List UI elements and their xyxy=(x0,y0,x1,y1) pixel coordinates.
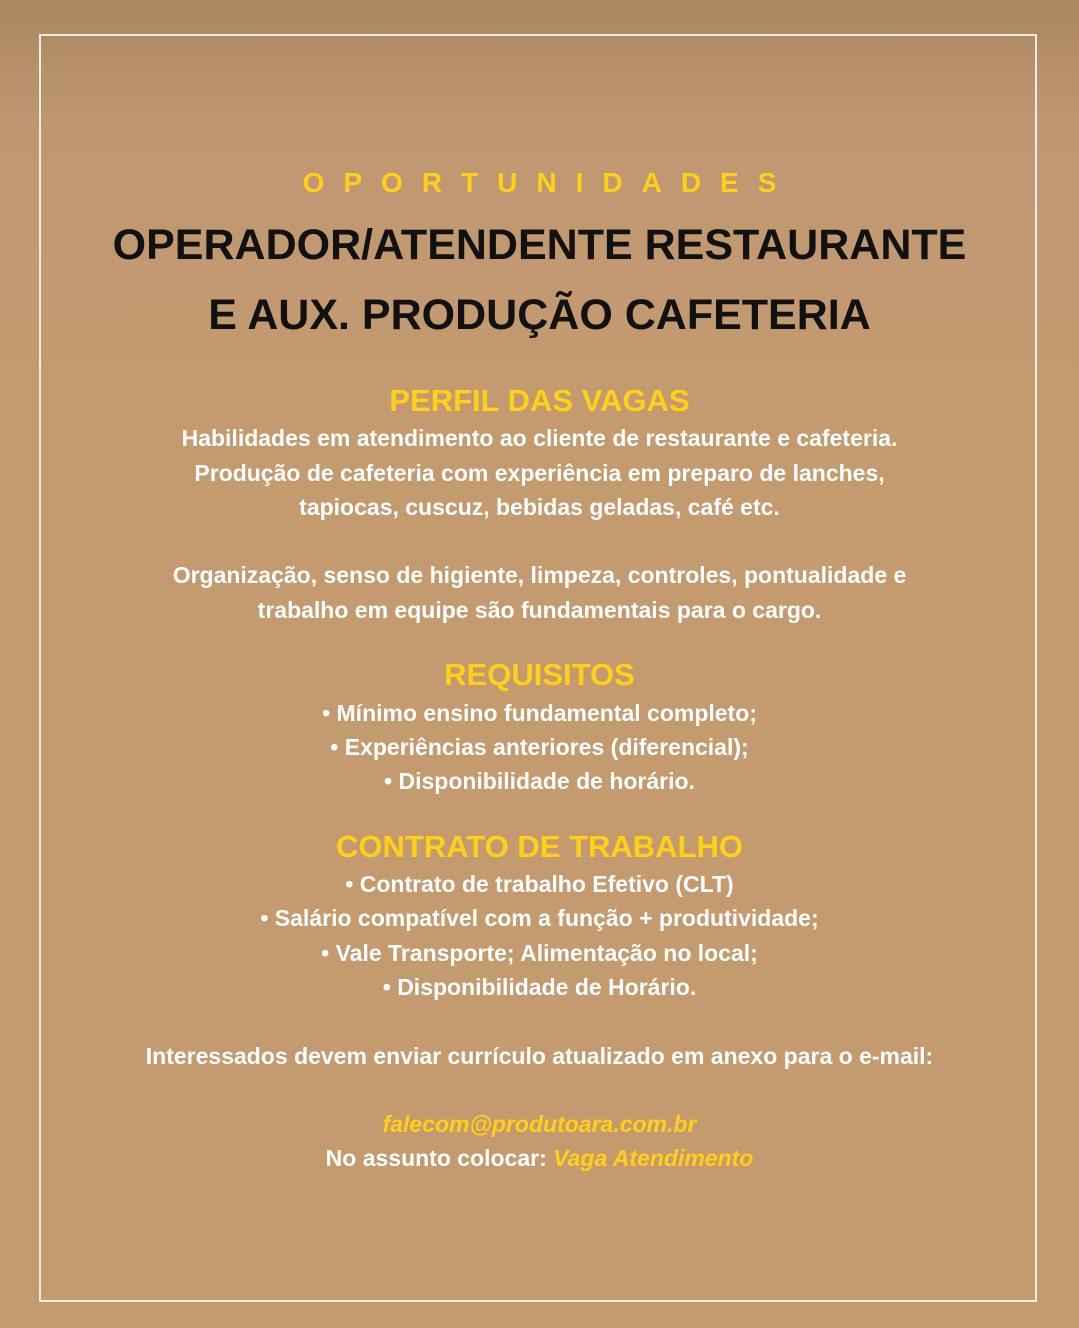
job-title-line-1: OPERADOR/ATENDENTE RESTAURANTE xyxy=(112,221,967,269)
contrato-heading: CONTRATO DE TRABALHO xyxy=(336,829,743,864)
apply-instruction: Interessados devem enviar currículo atualizado em anexo para o e-mail: xyxy=(145,1043,934,1069)
requisitos-item: • Disponibilidade de horário. xyxy=(384,768,695,794)
perfil-heading: PERFIL DAS VAGAS xyxy=(389,383,690,418)
subject-value: Vaga Atendimento xyxy=(553,1145,754,1171)
perfil-line: Produção de cafeteria com experiência em preparo de lanches, xyxy=(194,460,885,486)
requisitos-heading: REQUISITOS xyxy=(444,657,635,692)
kicker-text: OPORTUNIDADES xyxy=(302,167,796,198)
perfil-line: trabalho em equipe são fundamentais para o cargo. xyxy=(257,597,822,623)
contact-email-row xyxy=(0,1109,1079,1139)
contrato-item: • Salário compatível com a função + produtividade; xyxy=(260,905,819,931)
perfil-line: Organização, senso de higiente, limpeza, controles, pontualidade e xyxy=(172,562,907,588)
perfil-line: Habilidades em atendimento ao cliente de restaurante e cafeteria. xyxy=(181,425,898,451)
requisitos-item: • Experiências anteriores (diferencial); xyxy=(330,734,749,760)
contrato-item: • Contrato de trabalho Efetivo (CLT) xyxy=(345,871,734,897)
contrato-item: • Disponibilidade de Horário. xyxy=(382,974,697,1000)
perfil-line: tapiocas, cuscuz, bebidas geladas, café etc. xyxy=(299,494,780,520)
subject-label: No assunto colocar: xyxy=(325,1145,554,1171)
job-title-line-2: E AUX. PRODUÇÃO CAFETERIA xyxy=(208,291,871,339)
requisitos-item: • Mínimo ensino fundamental completo; xyxy=(322,700,757,726)
contrato-item: • Vale Transporte; Alimentação no local; xyxy=(321,940,758,966)
contact-email-link[interactable]: falecom@produtoara.com.br xyxy=(382,1111,697,1137)
subject-row xyxy=(0,1143,1079,1173)
